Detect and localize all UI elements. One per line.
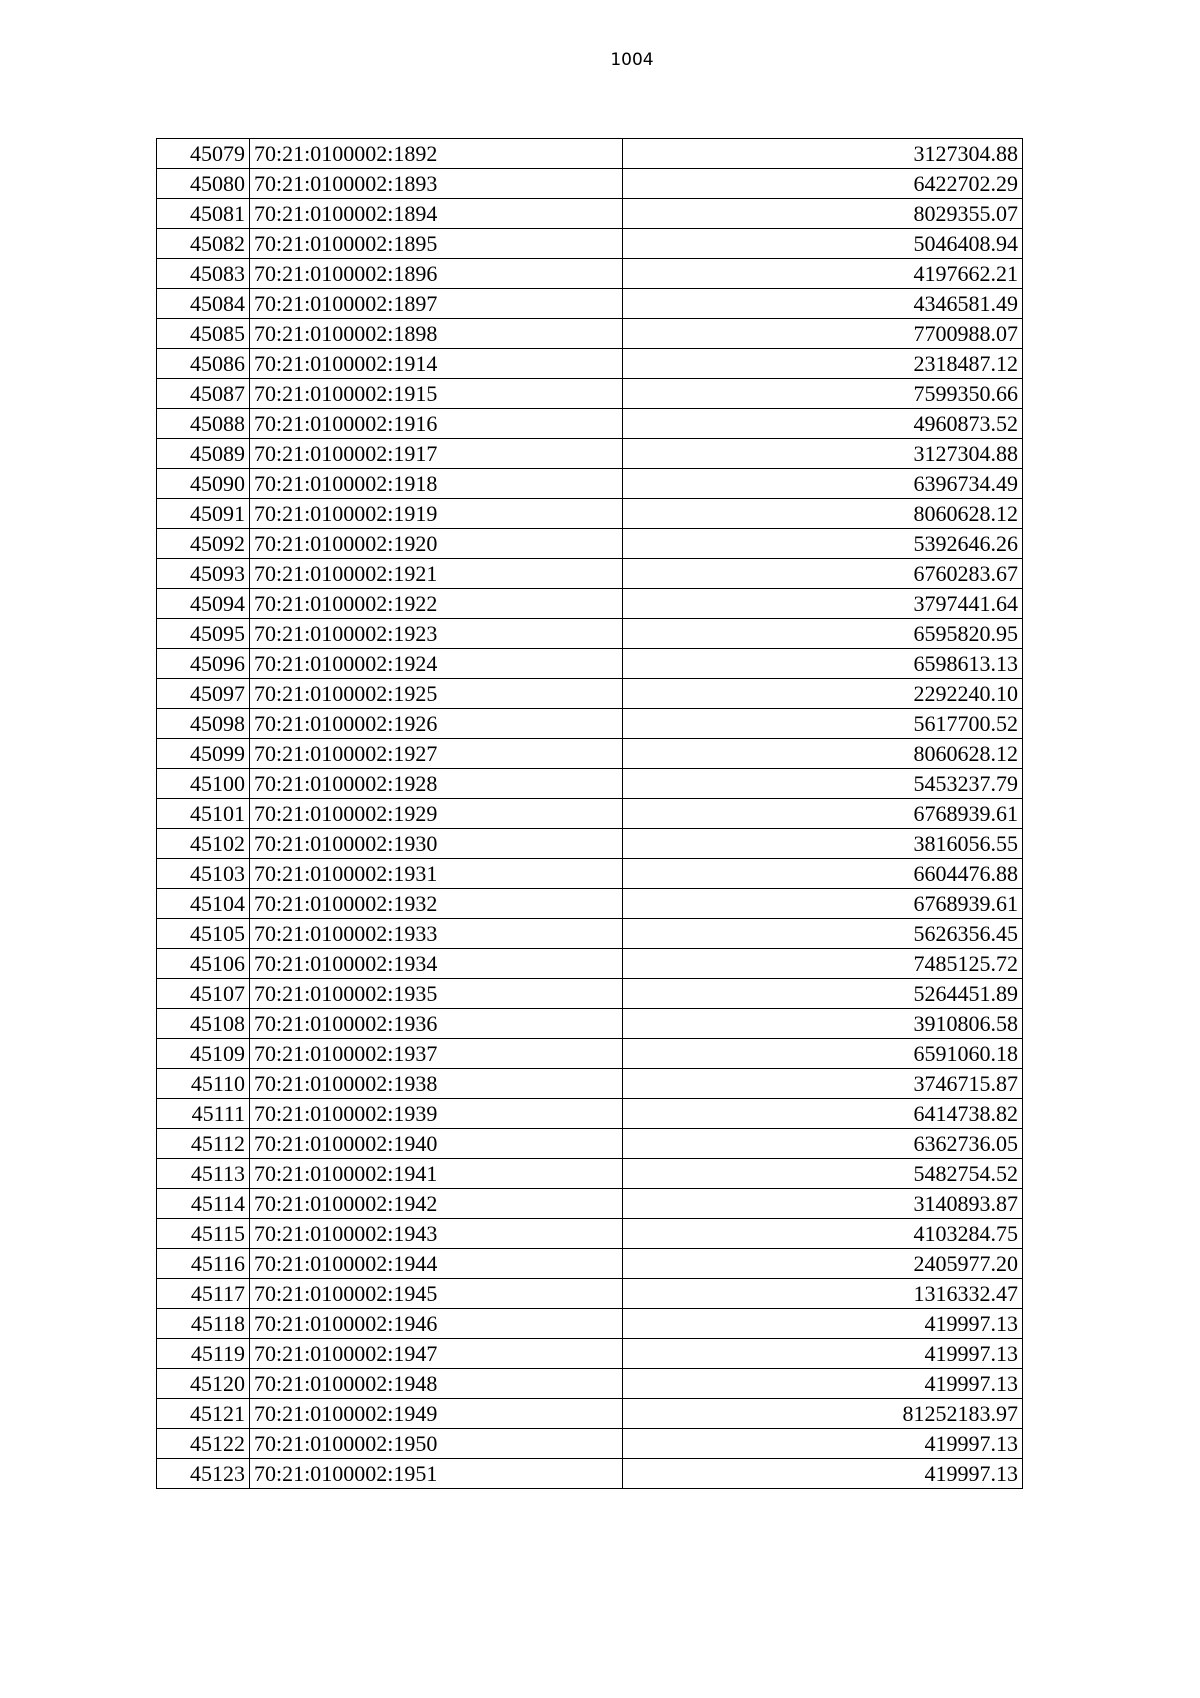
- cadastral-value-cell: 2318487.12: [623, 349, 1023, 379]
- page-number: 1004: [610, 50, 654, 70]
- cadastral-number-cell: 70:21:0100002:1914: [250, 349, 623, 379]
- row-number-cell: 45079: [157, 139, 250, 169]
- cadastral-value-cell: 6591060.18: [623, 1039, 1023, 1069]
- table-body: [157, 139, 1023, 1489]
- cadastral-number-cell: 70:21:0100002:1894: [250, 199, 623, 229]
- cadastral-number-cell: 70:21:0100002:1915: [250, 379, 623, 409]
- cadastral-number-cell: 70:21:0100002:1943: [250, 1219, 623, 1249]
- table-row: [157, 1249, 1023, 1279]
- table-row: [157, 1279, 1023, 1309]
- cadastral-value-cell: 3746715.87: [623, 1069, 1023, 1099]
- cadastral-number-cell: 70:21:0100002:1932: [250, 889, 623, 919]
- cadastral-value-cell: 5392646.26: [623, 529, 1023, 559]
- row-number-cell: 45082: [157, 229, 250, 259]
- row-number-cell: 45116: [157, 1249, 250, 1279]
- row-number-cell: 45106: [157, 949, 250, 979]
- cadastral-value-cell: 8060628.12: [623, 739, 1023, 769]
- cadastral-value-cell: 419997.13: [623, 1339, 1023, 1369]
- row-number-cell: 45102: [157, 829, 250, 859]
- cadastral-number-cell: 70:21:0100002:1918: [250, 469, 623, 499]
- cadastral-number-cell: 70:21:0100002:1921: [250, 559, 623, 589]
- cadastral-number-cell: 70:21:0100002:1917: [250, 439, 623, 469]
- table-row: [157, 1429, 1023, 1459]
- cadastral-value-cell: 81252183.97: [623, 1399, 1023, 1429]
- row-number-cell: 45099: [157, 739, 250, 769]
- cadastral-value-cell: 419997.13: [623, 1429, 1023, 1459]
- cadastral-value-cell: 2405977.20: [623, 1249, 1023, 1279]
- table-row: [157, 829, 1023, 859]
- cadastral-value-cell: 419997.13: [623, 1309, 1023, 1339]
- cadastral-value-cell: 3140893.87: [623, 1189, 1023, 1219]
- cadastral-value-cell: 6604476.88: [623, 859, 1023, 889]
- row-number-cell: 45084: [157, 289, 250, 319]
- cadastral-number-cell: 70:21:0100002:1940: [250, 1129, 623, 1159]
- cadastral-number-cell: 70:21:0100002:1927: [250, 739, 623, 769]
- cadastral-number-cell: 70:21:0100002:1946: [250, 1309, 623, 1339]
- table-row: [157, 679, 1023, 709]
- cadastral-number-cell: 70:21:0100002:1896: [250, 259, 623, 289]
- row-number-cell: 45111: [157, 1099, 250, 1129]
- table-row: [157, 169, 1023, 199]
- row-number-cell: 45103: [157, 859, 250, 889]
- table-row: [157, 499, 1023, 529]
- row-number-cell: 45112: [157, 1129, 250, 1159]
- cadastral-number-cell: 70:21:0100002:1897: [250, 289, 623, 319]
- cadastral-number-cell: 70:21:0100002:1919: [250, 499, 623, 529]
- cadastral-value-cell: 6362736.05: [623, 1129, 1023, 1159]
- cadastral-value-cell: 3127304.88: [623, 139, 1023, 169]
- row-number-cell: 45083: [157, 259, 250, 289]
- table-row: [157, 319, 1023, 349]
- table-row: [157, 379, 1023, 409]
- table-row: [157, 229, 1023, 259]
- cadastral-number-cell: 70:21:0100002:1950: [250, 1429, 623, 1459]
- row-number-cell: 45089: [157, 439, 250, 469]
- cadastral-number-cell: 70:21:0100002:1948: [250, 1369, 623, 1399]
- cadastral-value-cell: 3816056.55: [623, 829, 1023, 859]
- cadastral-value-cell: 6768939.61: [623, 889, 1023, 919]
- row-number-cell: 45114: [157, 1189, 250, 1219]
- row-number-cell: 45118: [157, 1309, 250, 1339]
- cadastral-value-cell: 6396734.49: [623, 469, 1023, 499]
- cadastral-value-table: [156, 138, 1023, 1489]
- table-row: [157, 1309, 1023, 1339]
- row-number-cell: 45080: [157, 169, 250, 199]
- cadastral-number-cell: 70:21:0100002:1922: [250, 589, 623, 619]
- table-row: [157, 409, 1023, 439]
- cadastral-number-cell: 70:21:0100002:1916: [250, 409, 623, 439]
- table-row: [157, 1069, 1023, 1099]
- cadastral-number-cell: 70:21:0100002:1938: [250, 1069, 623, 1099]
- cadastral-value-cell: 6422702.29: [623, 169, 1023, 199]
- cadastral-value-cell: 8060628.12: [623, 499, 1023, 529]
- row-number-cell: 45108: [157, 1009, 250, 1039]
- table-row: [157, 1189, 1023, 1219]
- cadastral-value-cell: 7599350.66: [623, 379, 1023, 409]
- cadastral-value-cell: 6768939.61: [623, 799, 1023, 829]
- cadastral-number-cell: 70:21:0100002:1928: [250, 769, 623, 799]
- cadastral-number-cell: 70:21:0100002:1936: [250, 1009, 623, 1039]
- row-number-cell: 45101: [157, 799, 250, 829]
- table-row: [157, 649, 1023, 679]
- cadastral-number-cell: 70:21:0100002:1930: [250, 829, 623, 859]
- table-row: [157, 349, 1023, 379]
- table-row: [157, 739, 1023, 769]
- row-number-cell: 45081: [157, 199, 250, 229]
- cadastral-value-cell: 4197662.21: [623, 259, 1023, 289]
- cadastral-number-cell: 70:21:0100002:1926: [250, 709, 623, 739]
- table-row: [157, 709, 1023, 739]
- cadastral-number-cell: 70:21:0100002:1892: [250, 139, 623, 169]
- cadastral-number-cell: 70:21:0100002:1923: [250, 619, 623, 649]
- cadastral-number-cell: 70:21:0100002:1947: [250, 1339, 623, 1369]
- row-number-cell: 45088: [157, 409, 250, 439]
- table-row: [157, 1219, 1023, 1249]
- table-row: [157, 289, 1023, 319]
- table-row: [157, 1009, 1023, 1039]
- row-number-cell: 45086: [157, 349, 250, 379]
- row-number-cell: 45093: [157, 559, 250, 589]
- table-row: [157, 799, 1023, 829]
- row-number-cell: 45085: [157, 319, 250, 349]
- cadastral-value-cell: 3797441.64: [623, 589, 1023, 619]
- cadastral-value-cell: 5617700.52: [623, 709, 1023, 739]
- table-row: [157, 1399, 1023, 1429]
- row-number-cell: 45104: [157, 889, 250, 919]
- cadastral-value-cell: 8029355.07: [623, 199, 1023, 229]
- table-row: [157, 589, 1023, 619]
- cadastral-value-cell: 6598613.13: [623, 649, 1023, 679]
- row-number-cell: 45123: [157, 1459, 250, 1489]
- table-row: [157, 1129, 1023, 1159]
- row-number-cell: 45097: [157, 679, 250, 709]
- table-row: [157, 259, 1023, 289]
- cadastral-number-cell: 70:21:0100002:1941: [250, 1159, 623, 1189]
- cadastral-number-cell: 70:21:0100002:1937: [250, 1039, 623, 1069]
- cadastral-value-cell: 1316332.47: [623, 1279, 1023, 1309]
- cadastral-value-cell: 419997.13: [623, 1369, 1023, 1399]
- row-number-cell: 45113: [157, 1159, 250, 1189]
- table-row: [157, 1099, 1023, 1129]
- table-row: [157, 949, 1023, 979]
- cadastral-number-cell: 70:21:0100002:1934: [250, 949, 623, 979]
- cadastral-number-cell: 70:21:0100002:1951: [250, 1459, 623, 1489]
- row-number-cell: 45105: [157, 919, 250, 949]
- table-row: [157, 919, 1023, 949]
- table-row: [157, 859, 1023, 889]
- row-number-cell: 45098: [157, 709, 250, 739]
- cadastral-number-cell: 70:21:0100002:1931: [250, 859, 623, 889]
- table-row: [157, 619, 1023, 649]
- row-number-cell: 45107: [157, 979, 250, 1009]
- cadastral-value-cell: 6595820.95: [623, 619, 1023, 649]
- cadastral-value-cell: 7485125.72: [623, 949, 1023, 979]
- row-number-cell: 45096: [157, 649, 250, 679]
- row-number-cell: 45119: [157, 1339, 250, 1369]
- cadastral-number-cell: 70:21:0100002:1920: [250, 529, 623, 559]
- cadastral-number-cell: 70:21:0100002:1944: [250, 1249, 623, 1279]
- row-number-cell: 45094: [157, 589, 250, 619]
- cadastral-value-cell: 3127304.88: [623, 439, 1023, 469]
- cadastral-value-cell: 5482754.52: [623, 1159, 1023, 1189]
- table-row: [157, 439, 1023, 469]
- table-row: [157, 1339, 1023, 1369]
- cadastral-value-cell: 4346581.49: [623, 289, 1023, 319]
- cadastral-value-cell: 5453237.79: [623, 769, 1023, 799]
- cadastral-number-cell: 70:21:0100002:1893: [250, 169, 623, 199]
- row-number-cell: 45092: [157, 529, 250, 559]
- table-row: [157, 979, 1023, 1009]
- cadastral-value-cell: 6414738.82: [623, 1099, 1023, 1129]
- cadastral-value-cell: 5046408.94: [623, 229, 1023, 259]
- cadastral-value-cell: 5626356.45: [623, 919, 1023, 949]
- cadastral-value-cell: 5264451.89: [623, 979, 1023, 1009]
- cadastral-value-cell: 2292240.10: [623, 679, 1023, 709]
- cadastral-number-cell: 70:21:0100002:1939: [250, 1099, 623, 1129]
- cadastral-value-cell: 4960873.52: [623, 409, 1023, 439]
- row-number-cell: 45100: [157, 769, 250, 799]
- table-row: [157, 1159, 1023, 1189]
- row-number-cell: 45090: [157, 469, 250, 499]
- table-row: [157, 199, 1023, 229]
- cadastral-value-cell: 7700988.07: [623, 319, 1023, 349]
- cadastral-number-cell: 70:21:0100002:1942: [250, 1189, 623, 1219]
- cadastral-number-cell: 70:21:0100002:1895: [250, 229, 623, 259]
- table-row: [157, 559, 1023, 589]
- cadastral-number-cell: 70:21:0100002:1935: [250, 979, 623, 1009]
- table-row: [157, 139, 1023, 169]
- table-row: [157, 1459, 1023, 1489]
- table-row: [157, 889, 1023, 919]
- row-number-cell: 45117: [157, 1279, 250, 1309]
- cadastral-value-cell: 419997.13: [623, 1459, 1023, 1489]
- row-number-cell: 45091: [157, 499, 250, 529]
- cadastral-number-cell: 70:21:0100002:1898: [250, 319, 623, 349]
- cadastral-number-cell: 70:21:0100002:1929: [250, 799, 623, 829]
- cadastral-value-cell: 4103284.75: [623, 1219, 1023, 1249]
- row-number-cell: 45120: [157, 1369, 250, 1399]
- row-number-cell: 45121: [157, 1399, 250, 1429]
- cadastral-number-cell: 70:21:0100002:1925: [250, 679, 623, 709]
- cadastral-number-cell: 70:21:0100002:1933: [250, 919, 623, 949]
- row-number-cell: 45122: [157, 1429, 250, 1459]
- cadastral-value-cell: 6760283.67: [623, 559, 1023, 589]
- table-row: [157, 1369, 1023, 1399]
- row-number-cell: 45087: [157, 379, 250, 409]
- table-row: [157, 1039, 1023, 1069]
- cadastral-number-cell: 70:21:0100002:1949: [250, 1399, 623, 1429]
- table-row: [157, 469, 1023, 499]
- cadastral-value-cell: 3910806.58: [623, 1009, 1023, 1039]
- cadastral-number-cell: 70:21:0100002:1924: [250, 649, 623, 679]
- table-row: [157, 529, 1023, 559]
- table-row: [157, 769, 1023, 799]
- row-number-cell: 45115: [157, 1219, 250, 1249]
- row-number-cell: 45110: [157, 1069, 250, 1099]
- cadastral-number-cell: 70:21:0100002:1945: [250, 1279, 623, 1309]
- row-number-cell: 45095: [157, 619, 250, 649]
- row-number-cell: 45109: [157, 1039, 250, 1069]
